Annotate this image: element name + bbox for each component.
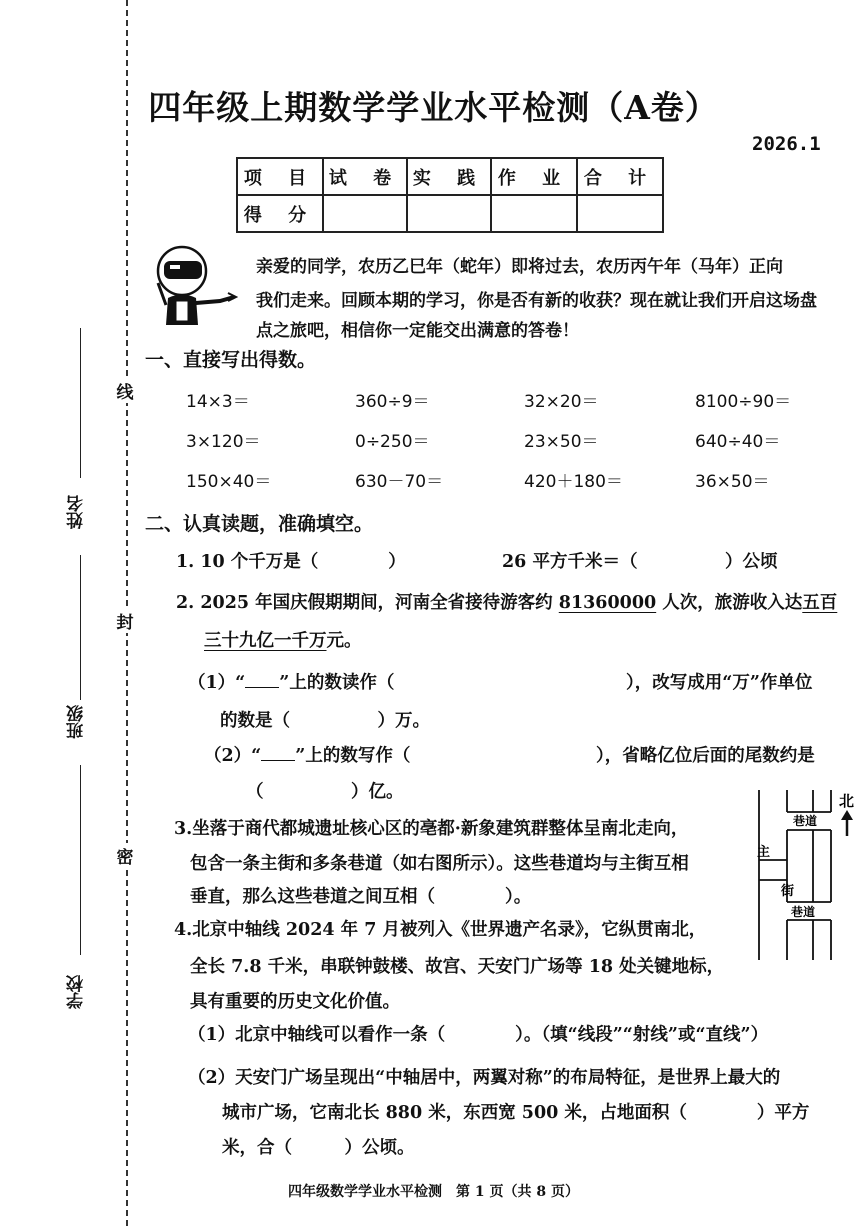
q1-part-b: 26 平方千米＝（ ）公顷	[502, 552, 778, 572]
q1-part-a: 1. 10 个千万是（ ）	[176, 552, 406, 572]
robot-mascot-icon	[150, 243, 238, 333]
calc-2-3: 23×50＝	[524, 432, 599, 452]
q2-1-tail: ），改写成用“万”作单位	[626, 673, 813, 693]
map-lane-bottom: 巷道	[791, 905, 816, 919]
calc-1-4: 8100÷90＝	[695, 392, 792, 412]
cell-score-total[interactable]	[577, 195, 663, 232]
calc-2-4: 640÷40＝	[695, 432, 781, 452]
seal-mark-secret: 密	[114, 843, 136, 868]
q2-revenue-part-1: 五百	[802, 593, 838, 613]
q2-2-tail: ），省略亿位后面的尾数约是	[596, 746, 815, 766]
section-1-heading: 一、直接写出得数。	[145, 349, 317, 371]
name-blank[interactable]	[80, 328, 81, 478]
section-2-heading: 二、认真读题，准确填空。	[145, 513, 374, 535]
q3-line-2: 包含一条主街和多条巷道（如右图所示）。这些巷道均与主街互相	[190, 854, 689, 874]
q2-1-read-as: ”上的数读作（	[279, 673, 395, 693]
class-blank[interactable]	[80, 555, 81, 700]
q3-line-1: 3.坐落于商代都城遗址核心区的亳都·新象建筑群整体呈南北走向，	[174, 819, 689, 839]
q2-2-line-2: （ ）亿。	[246, 782, 404, 802]
q2-line-2	[204, 627, 362, 652]
school-blank[interactable]	[80, 765, 81, 955]
intro-line-2: 我们走来。回顾本期的学习，你是否有新的收获？现在就让我们开启这场盘	[256, 291, 817, 311]
cell-homework-header: 作 业	[491, 158, 577, 195]
calc-2-2: 0÷250＝	[355, 432, 430, 452]
q2-2-write-as: ”上的数写作（	[295, 746, 411, 766]
intro-line-3: 点之旅吧，相信你一定能交出满意的答卷！	[256, 321, 579, 341]
q2-2-underline-mark	[261, 743, 295, 762]
q4-2-line-3: 米，合（ ）公顷。	[222, 1138, 415, 1158]
map-lane-top: 巷道	[793, 814, 818, 828]
cell-score-homework[interactable]	[491, 195, 577, 232]
seal-mark-seal: 封	[114, 608, 136, 633]
calc-2-1: 3×120＝	[186, 432, 261, 452]
q2-revenue-part-2: 三十九亿一千万	[204, 631, 327, 651]
class-label: 班级	[67, 705, 87, 739]
calc-3-2: 630－70＝	[355, 472, 444, 492]
map-main-1: 主	[757, 845, 771, 860]
calc-3-3: 420＋180＝	[524, 472, 623, 492]
q4-line-2: 全长 7.8 千米，串联钟鼓楼、故宫、天安门广场等 18 处关键地标，	[190, 957, 725, 977]
street-map-figure	[755, 790, 865, 965]
school-label: 学校	[67, 975, 87, 1009]
cell-score-label: 得 分	[237, 195, 323, 232]
q2-text-end: 元。	[326, 631, 362, 651]
q4-2-line-2: 城市广场，它南北长 880 米，东西宽 500 米，占地面积（ ）平方	[222, 1103, 810, 1123]
cell-score-paper[interactable]	[323, 195, 407, 232]
cell-paper-header: 试 卷	[323, 158, 407, 195]
calc-1-1: 14×3＝	[186, 392, 250, 412]
q2-1-line-1	[188, 669, 394, 694]
cell-item-header: 项 目	[237, 158, 323, 195]
q2-visitors-number: 81360000	[558, 593, 657, 613]
exam-date: 2026.1	[752, 133, 821, 155]
q2-1-line-2: 的数是（ ）万。	[220, 711, 430, 731]
calc-1-2: 360÷9＝	[355, 392, 430, 412]
cell-score-practice[interactable]	[407, 195, 491, 232]
q2-text-mid: 人次，旅游收入达	[656, 593, 803, 613]
q2-text-start: 2. 2025 年国庆假期期间，河南全省接待游客约	[176, 593, 559, 613]
page-footer: 四年级数学学业水平检测 第 1 页（共 8 页）	[288, 1184, 579, 1200]
q2-line-1	[176, 589, 837, 614]
q4-line-3: 具有重要的历史文化价值。	[190, 992, 400, 1012]
q4-2-line-1: （2）天安门广场呈现出“中轴居中，两翼对称”的布局特征，是世界上最大的	[188, 1068, 781, 1088]
cell-total-header: 合 计	[577, 158, 663, 195]
north-arrow-icon	[841, 810, 853, 836]
q2-1-underline-mark	[245, 670, 279, 689]
calc-3-4: 36×50＝	[695, 472, 770, 492]
q2-2-line-1	[204, 742, 410, 767]
seal-mark-line: 线	[114, 378, 136, 403]
map-north-label: 北	[839, 792, 855, 810]
cell-practice-header: 实 践	[407, 158, 491, 195]
intro-line-1: 亲爱的同学，农历乙巳年（蛇年）即将过去，农历丙午年（马年）正向	[256, 257, 783, 277]
calc-3-1: 150×40＝	[186, 472, 272, 492]
page-title: 四年级上期数学学业水平检测（A卷）	[148, 88, 719, 127]
q3-line-3: 垂直，那么这些巷道之间互相（ ）。	[190, 887, 532, 907]
score-table	[236, 157, 664, 233]
q4-line-1: 4.北京中轴线 2024 年 7 月被列入《世界遗产名录》，它纵贯南北，	[174, 920, 707, 940]
name-label: 姓名	[67, 495, 87, 529]
map-main-2: 街	[781, 884, 795, 899]
q4-1: （1）北京中轴线可以看作一条（ ）。（填“线段”“射线”或“直线”）	[188, 1025, 769, 1045]
calc-1-3: 32×20＝	[524, 392, 599, 412]
q2-1-prefix: （1）“	[188, 673, 246, 693]
q2-2-prefix: （2）“	[204, 746, 262, 766]
